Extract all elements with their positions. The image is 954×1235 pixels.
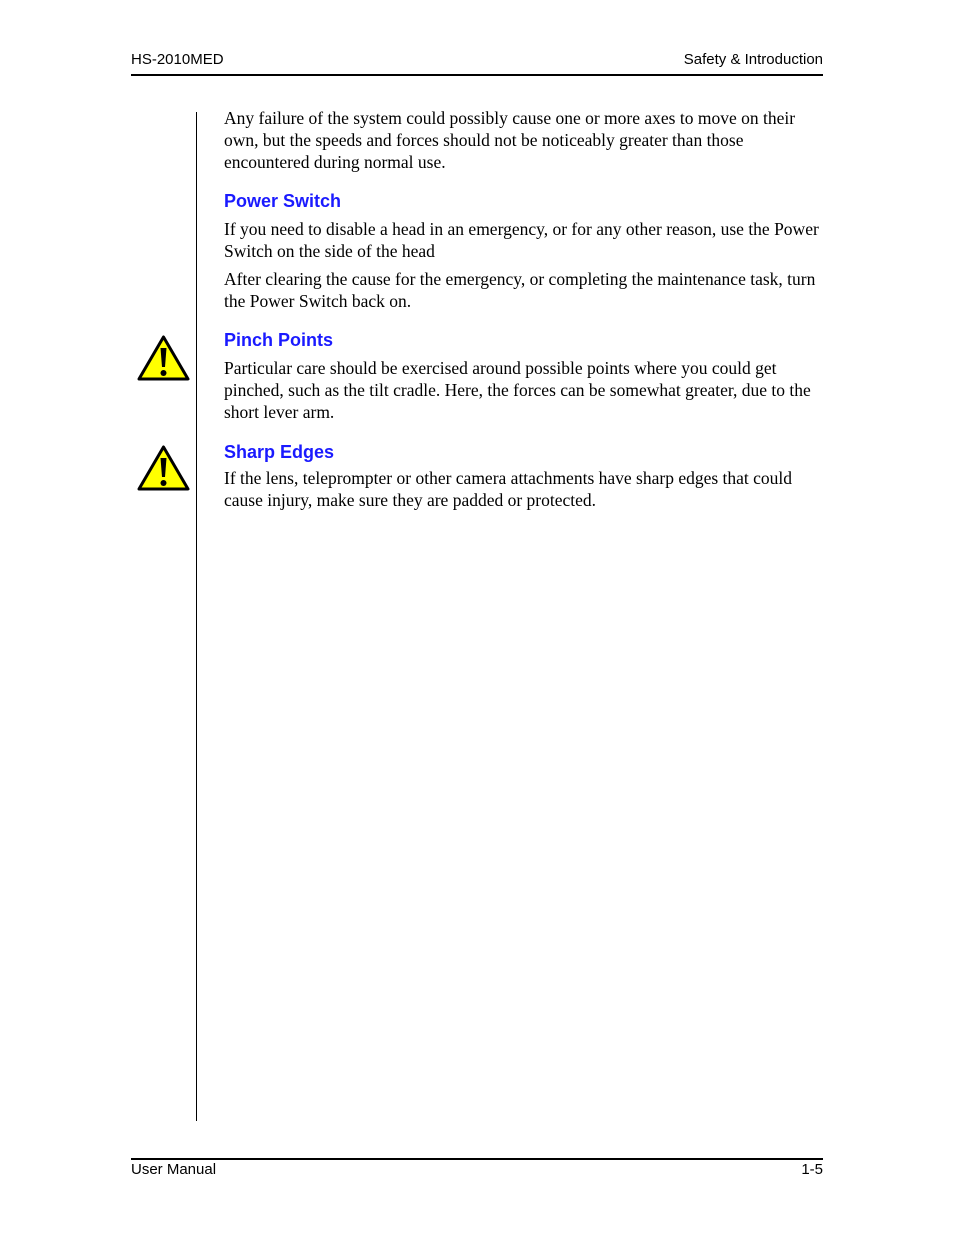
page-number: 1-5 (801, 1161, 823, 1178)
paragraph: If you need to disable a head in an emergency, or for any other reason, use the Power Switch on the side of the head (224, 219, 819, 261)
heading-power-switch: Power Switch (224, 191, 342, 211)
footer-document-title: User Manual (131, 1161, 217, 1178)
paragraph: If the lens, teleprompter or other camera attachments have sharp edges that could cause injury, make sure they are padded or protected. (224, 468, 793, 510)
header-rule (131, 74, 823, 76)
warning-triangle-icon (136, 334, 191, 382)
header-chapter-title: Safety & Introduction (683, 51, 823, 68)
paragraph: After clearing the cause for the emergency, or completing the maintenance task, turn the Power Switch back on. (224, 269, 816, 311)
intro-paragraph: Any failure of the system could possibly cause one or more axes to move on their own, but the speeds and forces should not be noticeably greater than those encountered during normal use. (224, 108, 796, 172)
paragraph: Particular care should be exercised around possible points where you could get pinched, such as the tilt cradle. Here, the forces can be somewhat greater, due to the short lever arm. (224, 358, 811, 422)
heading-sharp-edges: Sharp Edges (224, 442, 335, 462)
header-product-name: HS-2010MED (131, 51, 224, 68)
footer-rule (131, 1158, 823, 1160)
body-content (224, 107, 824, 511)
warning-triangle-icon (136, 444, 191, 492)
margin-rule (196, 112, 197, 1121)
heading-pinch-points: Pinch Points (224, 330, 334, 350)
